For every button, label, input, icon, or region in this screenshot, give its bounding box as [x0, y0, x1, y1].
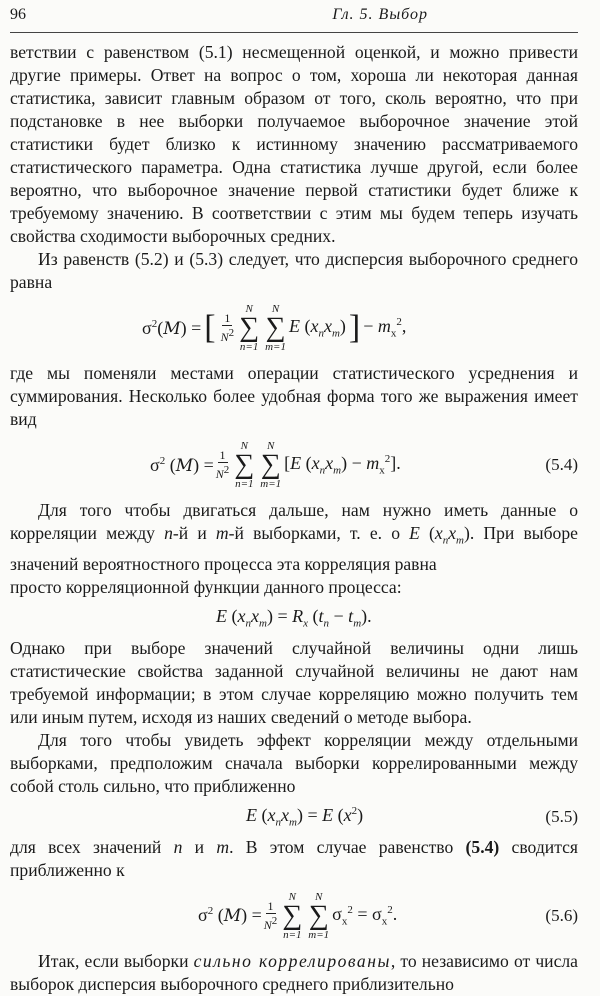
paragraph-6: Однако при выборе значений случайной величины одни лишь статистические свойства заданной случайной величины не дают нам требуемой информации; в этом случае корреляцию можно получить тем или иным путем, исходя из наших сведений о методе выбора.	[10, 637, 578, 727]
chapter-title: Гл. 5. Выбор	[332, 6, 428, 23]
formula: E $(x_nx_m) = R_x$ $(t_n - t_m)$.	[216, 605, 372, 630]
formula: $\sigma^2(M)$ = [ $\frac{1}{N^2}$ N ∑ n=1 N ∑ m=1 E $(x_nx_m)$ ] − $m_x^2$,	[142, 303, 407, 353]
equation-variance-def	[10, 296, 578, 360]
page-number: 96	[10, 6, 26, 23]
header-rule	[10, 32, 578, 33]
paragraph-2: Из равенств (5.2) и (5.3) следует, что дисперсия выборочного среднего равна	[10, 249, 578, 292]
paragraph-8: для всех значений n и m. В этом случае равенство (5.4) сводится приближенно к	[10, 836, 578, 880]
paragraph-1: ветствии с равенством (5.1) несмещенной оценкой, и можно привести другие примеры. Ответ на вопрос о том, хороша ли некоторая данная статистика, зависит главным образом от того, сколь вероятно, что при подстановке в нее выборки получаемое выборочное значение этой статистики будет близко к истинному значению рассматриваемого статистического параметра. Одна статистика лучше другой, если более вероятно, что выборочное значение первой статистики будет ближе к требуемому значению. В соответствии с этим мы будем теперь изучать свойства сходимости выборочных средних.	[10, 42, 578, 246]
paragraph-4: Для того чтобы двигаться дальше, нам нужно иметь данные о корреляции между n-й и m-й выборками, т. е. о E $(x_nx_m)$. При выборе значений вероятностного процесса эта корреляция равна	[10, 500, 578, 574]
formula: $\sigma^2$ (M) = $\frac{1}{N^2}$ N ∑ n=1 N ∑ m=1 [E $(x_nx_m) - m_x^2$].	[150, 440, 401, 490]
paragraph-9: Итак, если выборки сильно коррелированы, то независимо от числа выборок дисперсия выборочного среднего приблизительно	[10, 950, 578, 994]
paragraph-5: просто корреляционной функции данного процесса:	[10, 576, 402, 597]
equation-5-6	[10, 884, 578, 948]
paragraph-3: где мы поменяли местами операции статистического усреднения и суммирования. Несколько более удобная форма того же выражения имеет вид	[10, 363, 578, 429]
formula: $\sigma^2$ (M) = $\frac{1}{N^2}$ N ∑ n=1 N ∑ m=1 $\sigma_x^2 = \sigma_x^2$.	[198, 890, 398, 941]
formula: E $(x_nx_m) = E$ $(x^2)$	[246, 804, 364, 829]
running-header	[10, 6, 578, 28]
paragraph-7: Для того чтобы увидеть эффект корреляции между отдельными выборками, предположим сначала выборки коррелированными между собой столь сильно, что приближенно	[10, 729, 578, 796]
equation-5-4	[10, 433, 578, 497]
equation-number: (5.5)	[545, 806, 578, 826]
equation-correlation	[10, 601, 578, 635]
equation-number: (5.4)	[545, 455, 578, 474]
equation-5-5	[10, 800, 578, 834]
equation-number: (5.6)	[545, 905, 578, 925]
